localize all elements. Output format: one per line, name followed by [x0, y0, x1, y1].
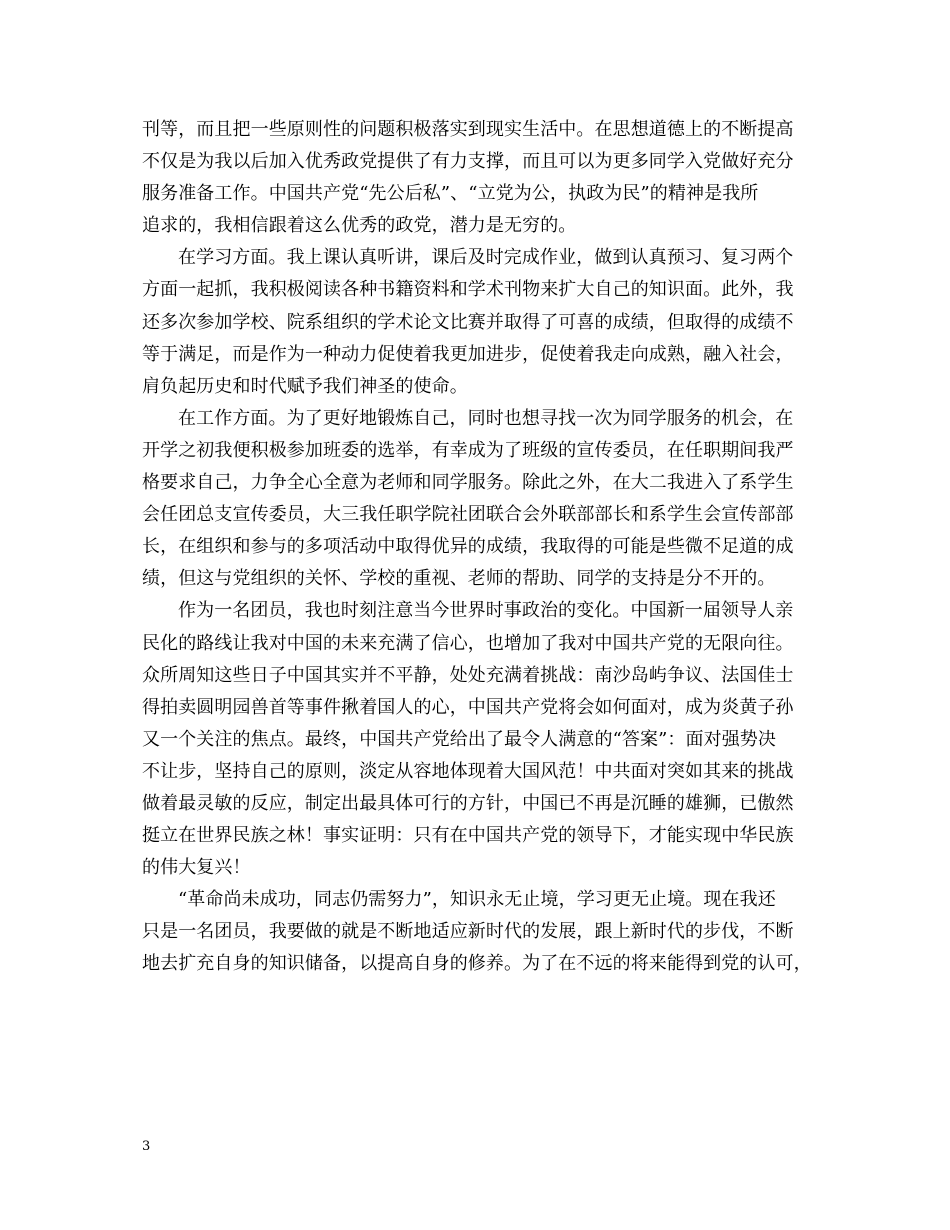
text-line: 长，在组织和参与的多项活动中取得优异的成绩，我取得的可能是些微不足道的成 [142, 536, 794, 558]
text-line: 不仅是为我以后加入优秀政党提供了有力支撑，而且可以为更多同学入党做好充分 [142, 151, 794, 173]
document-body [142, 114, 822, 981]
text-line: 得拍卖圆明园兽首等事件揪着国人的心，中国共产党将会如何面对，成为炎黄子孙 [142, 696, 794, 718]
text-line: 做着最灵敏的反应，制定出最具体可行的方针，中国已不再是沉睡的雄狮，已傲然 [142, 792, 794, 814]
paragraph-first-line: 在工作方面。为了更好地锻炼自己，同时也想寻找一次为同学服务的机会，在 [178, 407, 794, 429]
text-line: 开学之初我便积极参加班委的选举，有幸成为了班级的宣传委员，在任职期间我严 [142, 439, 794, 461]
text-line: 地去扩充自身的知识储备，以提高自身的修养。为了在不远的将来能得到党的认可， [142, 953, 812, 975]
text-line: 服务准备工作。中国共产党“先公后私”、“立党为公，执政为民”的精神是我所 [142, 183, 759, 205]
text-line: 会任团总支宣传委员，大三我任职学院社团联合会外联部部长和系学生会宣传部部 [142, 504, 794, 526]
paragraph-first-line: “革命尚未成功，同志仍需努力”，知识永无止境，学习更无止境。现在我还 [178, 889, 776, 911]
text-line: 格要求自己，力争全心全意为老师和同学服务。除此之外，在大二我进入了系学生 [142, 472, 794, 494]
text-line: 民化的路线让我对中国的未来充满了信心，也增加了我对中国共产党的无限向往。 [142, 632, 794, 654]
text-line: 肩负起历史和时代赋予我们神圣的使命。 [142, 375, 468, 397]
text-line: 刊等，而且把一些原则性的问题积极落实到现实生活中。在思想道德上的不断提高 [142, 119, 794, 140]
paragraph-first-line: 作为一名团员，我也时刻注意当今世界时事政治的变化。中国新一届领导人亲 [178, 600, 794, 622]
page-number: 3 [142, 1139, 151, 1154]
text-line: 还多次参加学校、院系组织的学术论文比赛并取得了可喜的成绩，但取得的成绩不 [142, 311, 794, 333]
text-line: 方面一起抓，我积极阅读各种书籍资料和学术刊物来扩大自己的知识面。此外，我 [142, 279, 794, 301]
paragraph-first-line: 在学习方面。我上课认真听讲，课后及时完成作业，做到认真预习、复习两个 [178, 247, 794, 269]
text-line: 挺立在世界民族之林！事实证明：只有在中国共产党的领导下，才能实现中华民族 [142, 825, 794, 847]
text-line: 追求的，我相信跟着这么优秀的政党，潜力是无穷的。 [142, 215, 577, 237]
text-line: 的伟大复兴！ [142, 857, 251, 879]
text-line: 众所周知这些日子中国其实并不平静，处处充满着挑战：南沙岛屿争议、法国佳士 [142, 664, 794, 686]
text-line: 不让步，坚持自己的原则，淡定从容地体现着大国风范！中共面对突如其来的挑战 [142, 760, 794, 782]
text-line: 只是一名团员，我要做的就是不断地适应新时代的发展，跟上新时代的步伐，不断 [142, 921, 794, 943]
text-line: 等于满足，而是作为一种动力促使着我更加进步，促使着我走向成熟，融入社会， [142, 343, 794, 365]
text-line: 绩，但这与党组织的关怀、学校的重视、老师的帮助、同学的支持是分不开的。 [142, 568, 776, 590]
text-line: 又一个关注的焦点。最终，中国共产党给出了最令人满意的“答案”：面对强势决 [142, 728, 777, 750]
